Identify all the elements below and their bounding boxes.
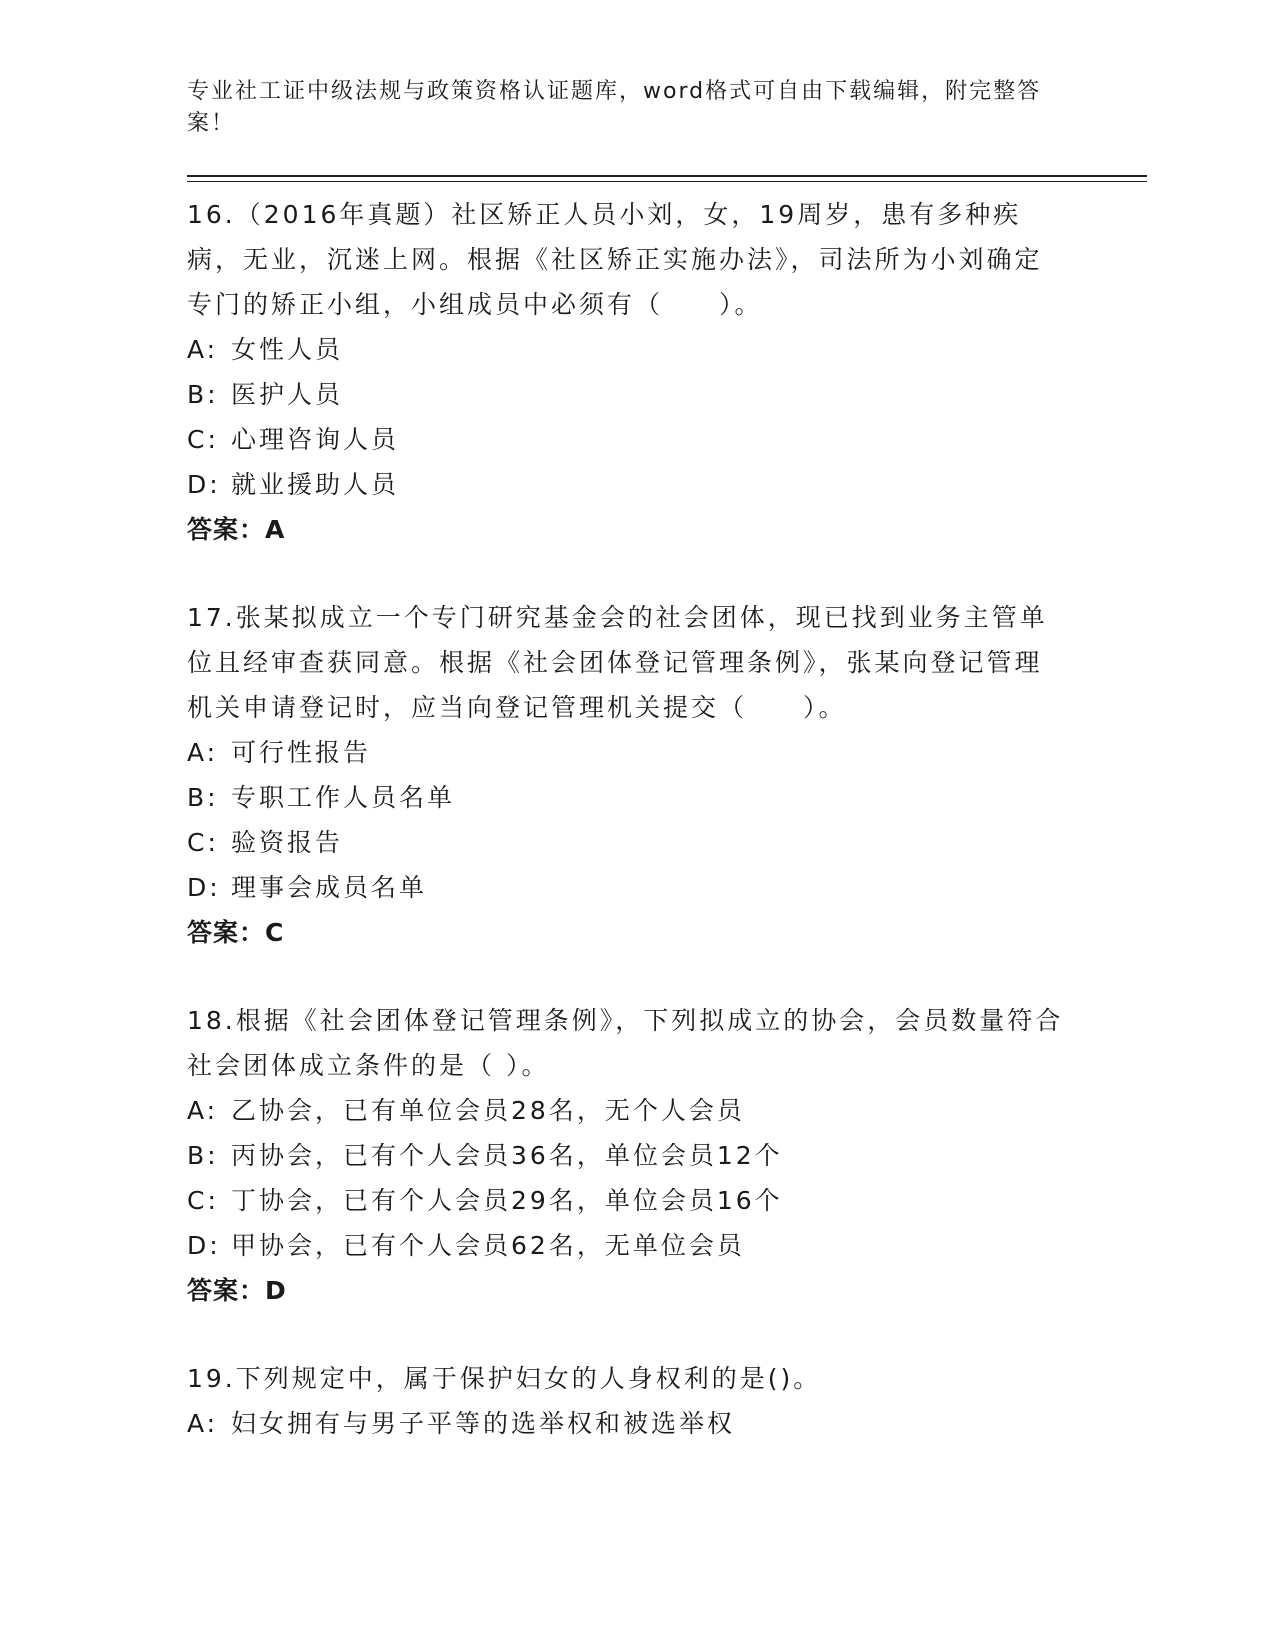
answer-line: 答案：A <box>187 515 286 544</box>
option-a <box>187 730 1067 775</box>
option-text: 心理咨询人员 <box>231 425 400 454</box>
option-text: 专职工作人员名单 <box>231 783 456 812</box>
option-key: C: <box>187 828 219 857</box>
option-d <box>187 462 1067 507</box>
option-b <box>187 1133 1067 1178</box>
option-a <box>187 1088 1067 1133</box>
option-text: 甲协会，已有个人会员62名，无单位会员 <box>231 1231 745 1260</box>
option-text: 妇女拥有与男子平等的选举权和被选举权 <box>231 1409 736 1438</box>
option-text: 丁协会，已有个人会员29名，单位会员16个 <box>231 1186 783 1215</box>
question-list <box>187 192 1067 1489</box>
option-text: 可行性报告 <box>231 738 372 767</box>
option-c <box>187 820 1067 865</box>
option-text: 验资报告 <box>231 828 344 857</box>
option-key: D: <box>187 873 221 902</box>
option-key: C: <box>187 1186 219 1215</box>
option-text: 女性人员 <box>231 335 344 364</box>
option-key: B: <box>187 1141 219 1170</box>
option-text: 就业援助人员 <box>231 470 400 499</box>
option-text: 理事会成员名单 <box>231 873 428 902</box>
option-a <box>187 1401 1067 1446</box>
question-16 <box>187 192 1067 552</box>
question-stem: 18.根据《社会团体登记管理条例》，下列拟成立的协会，会员数量符合社会团体成立条件的是（ ）。 <box>187 1006 1064 1080</box>
option-key: B: <box>187 783 219 812</box>
question-19 <box>187 1356 1067 1446</box>
option-key: C: <box>187 425 219 454</box>
question-18 <box>187 998 1067 1313</box>
header-divider-thin <box>187 181 1147 182</box>
option-d <box>187 1223 1067 1268</box>
option-key: B: <box>187 380 219 409</box>
option-b <box>187 775 1067 820</box>
document-header: 专业社工证中级法规与政策资格认证题库，word格式可自由下载编辑，附完整答案！ <box>187 79 1042 136</box>
option-text: 乙协会，已有单位会员28名，无个人会员 <box>231 1096 745 1125</box>
answer-line: 答案：D <box>187 1276 287 1305</box>
option-text: 丙协会，已有个人会员36名，单位会员12个 <box>231 1141 783 1170</box>
option-c <box>187 1178 1067 1223</box>
option-key: A: <box>187 1409 219 1438</box>
option-c <box>187 417 1067 462</box>
option-key: A: <box>187 1096 219 1125</box>
option-text: 医护人员 <box>231 380 344 409</box>
option-key: A: <box>187 335 219 364</box>
option-key: A: <box>187 738 219 767</box>
option-key: D: <box>187 1231 221 1260</box>
option-b <box>187 372 1067 417</box>
question-stem: 17.张某拟成立一个专门研究基金会的社会团体，现已找到业务主管单位且经审查获同意。根据《社会团体登记管理条例》，张某向登记管理机关申请登记时，应当向登记管理机关提交（ ）。 <box>187 603 1048 722</box>
question-17 <box>187 595 1067 955</box>
question-stem: 19.下列规定中，属于保护妇女的人身权利的是()。 <box>187 1364 822 1393</box>
question-stem: 16.（2016年真题）社区矫正人员小刘，女，19周岁，患有多种疾病，无业，沉迷上网。根据《社区矫正实施办法》，司法所为小刘确定专门的矫正小组，小组成员中必须有（ ）。 <box>187 200 1043 319</box>
header-divider <box>187 175 1147 177</box>
option-a <box>187 327 1067 372</box>
answer-line: 答案：C <box>187 918 285 947</box>
option-d <box>187 865 1067 910</box>
option-key: D: <box>187 470 221 499</box>
